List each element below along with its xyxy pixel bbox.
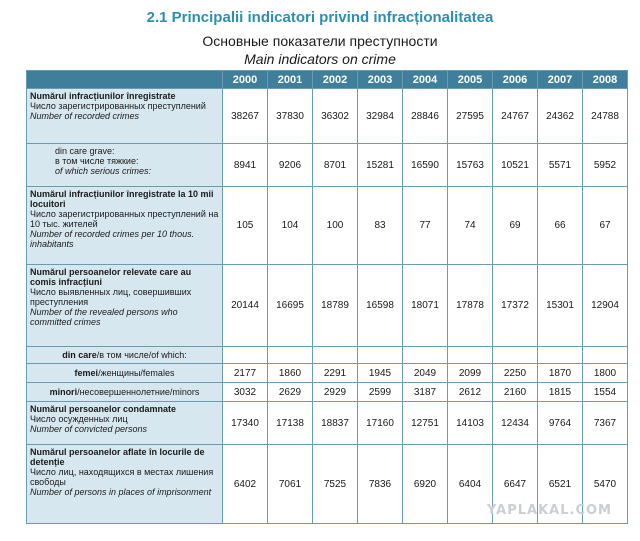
empty-cell bbox=[223, 347, 268, 364]
label-ru: Число выявленных лиц, совершивших преступления bbox=[30, 287, 192, 307]
value-cell: 8941 bbox=[223, 144, 268, 187]
label-ro: din care grave: bbox=[55, 146, 115, 156]
value-cell: 83 bbox=[358, 187, 403, 265]
value-cell: 77 bbox=[403, 187, 448, 265]
value-cell: 7367 bbox=[583, 402, 628, 445]
row-minors bbox=[27, 383, 628, 402]
value-cell: 24767 bbox=[493, 89, 538, 144]
label-en: Number of the revealed persons who committed crimes bbox=[30, 307, 178, 327]
value-cell: 1554 bbox=[583, 383, 628, 402]
label-ro: minori bbox=[49, 387, 78, 397]
value-cell: 2160 bbox=[493, 383, 538, 402]
label-convicted bbox=[27, 402, 223, 445]
value-cell: 15763 bbox=[448, 144, 493, 187]
value-cell: 18837 bbox=[313, 402, 358, 445]
label-ru: в том числе тяжкие: bbox=[55, 156, 139, 166]
value-cell: 2599 bbox=[358, 383, 403, 402]
label-females bbox=[27, 364, 223, 383]
year-header: 2005 bbox=[448, 71, 493, 89]
value-cell: 27595 bbox=[448, 89, 493, 144]
label-rest: /в том числе/of which: bbox=[96, 350, 187, 360]
value-cell: 6521 bbox=[538, 445, 583, 524]
empty-cell bbox=[583, 347, 628, 364]
label-ru: Число зарегистрированных преступлений bbox=[30, 101, 206, 111]
label-ro: Numărul persoanelor aflate în locurile de detenție bbox=[30, 447, 205, 467]
value-cell: 17878 bbox=[448, 265, 493, 347]
year-header: 2004 bbox=[403, 71, 448, 89]
year-header: 2000 bbox=[223, 71, 268, 89]
label-ru: Число осужденных лиц bbox=[30, 414, 128, 424]
value-cell: 7525 bbox=[313, 445, 358, 524]
value-cell: 17340 bbox=[223, 402, 268, 445]
value-cell: 14103 bbox=[448, 402, 493, 445]
empty-cell bbox=[493, 347, 538, 364]
row-persons bbox=[27, 265, 628, 347]
value-cell: 104 bbox=[268, 187, 313, 265]
value-cell: 1870 bbox=[538, 364, 583, 383]
value-cell: 10521 bbox=[493, 144, 538, 187]
label-en: of which serious crimes: bbox=[55, 166, 152, 176]
value-cell: 16598 bbox=[358, 265, 403, 347]
label-ru: Число зарегистрированных преступлений на 10 тыс. жителей bbox=[30, 209, 219, 229]
value-cell: 6920 bbox=[403, 445, 448, 524]
value-cell: 2177 bbox=[223, 364, 268, 383]
header-blank bbox=[27, 71, 223, 89]
value-cell: 6402 bbox=[223, 445, 268, 524]
crime-indicators-table bbox=[26, 70, 628, 524]
value-cell: 74 bbox=[448, 187, 493, 265]
value-cell: 2629 bbox=[268, 383, 313, 402]
value-cell: 1800 bbox=[583, 364, 628, 383]
label-ro: Numărul infracțiunilor înregistrate la 10 mii locuitori bbox=[30, 189, 214, 209]
page-title-ru: Основные показатели преступности bbox=[202, 33, 438, 49]
value-cell: 9764 bbox=[538, 402, 583, 445]
label-persons bbox=[27, 265, 223, 347]
value-cell: 37830 bbox=[268, 89, 313, 144]
value-cell: 69 bbox=[493, 187, 538, 265]
value-cell: 17138 bbox=[268, 402, 313, 445]
year-header: 2002 bbox=[313, 71, 358, 89]
label-en: Number of convicted persons bbox=[30, 424, 148, 434]
empty-cell bbox=[403, 347, 448, 364]
value-cell: 24788 bbox=[583, 89, 628, 144]
value-cell: 6647 bbox=[493, 445, 538, 524]
label-ru: Число лиц, находящихся в местах лишения свободы bbox=[30, 467, 214, 487]
page-title-en: Main indicators on crime bbox=[244, 51, 396, 67]
value-cell: 2291 bbox=[313, 364, 358, 383]
label-en: Number of recorded crimes bbox=[30, 111, 140, 121]
year-header: 2008 bbox=[583, 71, 628, 89]
year-header: 2001 bbox=[268, 71, 313, 89]
value-cell: 5571 bbox=[538, 144, 583, 187]
row-convicted bbox=[27, 402, 628, 445]
value-cell: 6404 bbox=[448, 445, 493, 524]
value-cell: 105 bbox=[223, 187, 268, 265]
value-cell: 18789 bbox=[313, 265, 358, 347]
empty-cell bbox=[268, 347, 313, 364]
value-cell: 8701 bbox=[313, 144, 358, 187]
value-cell: 7061 bbox=[268, 445, 313, 524]
value-cell: 1815 bbox=[538, 383, 583, 402]
watermark: YAPLAKAL.COM bbox=[487, 503, 612, 518]
empty-cell bbox=[448, 347, 493, 364]
value-cell: 66 bbox=[538, 187, 583, 265]
row-recorded bbox=[27, 89, 628, 144]
label-rest: /женщины/females bbox=[98, 368, 175, 378]
value-cell: 5470 bbox=[583, 445, 628, 524]
label-ro: Numărul persoanelor relevate care au comis infracțiuni bbox=[30, 267, 192, 287]
value-cell: 2049 bbox=[403, 364, 448, 383]
empty-cell bbox=[538, 347, 583, 364]
value-cell: 1945 bbox=[358, 364, 403, 383]
value-cell: 16695 bbox=[268, 265, 313, 347]
value-cell: 17372 bbox=[493, 265, 538, 347]
label-recorded bbox=[27, 89, 223, 144]
value-cell: 5952 bbox=[583, 144, 628, 187]
row-of-which bbox=[27, 347, 628, 364]
value-cell: 12904 bbox=[583, 265, 628, 347]
value-cell: 2099 bbox=[448, 364, 493, 383]
value-cell: 38267 bbox=[223, 89, 268, 144]
label-ro: Numărul persoanelor condamnate bbox=[30, 404, 177, 414]
label-detention bbox=[27, 445, 223, 524]
value-cell: 20144 bbox=[223, 265, 268, 347]
label-rest: /несовершеннолетние/minors bbox=[77, 387, 200, 397]
value-cell: 12751 bbox=[403, 402, 448, 445]
value-cell: 3187 bbox=[403, 383, 448, 402]
value-cell: 17160 bbox=[358, 402, 403, 445]
row-per10k bbox=[27, 187, 628, 265]
label-ro: din care bbox=[62, 350, 97, 360]
value-cell: 18071 bbox=[403, 265, 448, 347]
value-cell: 2250 bbox=[493, 364, 538, 383]
value-cell: 9206 bbox=[268, 144, 313, 187]
row-females bbox=[27, 364, 628, 383]
value-cell: 24362 bbox=[538, 89, 583, 144]
label-en: Number of persons in places of imprisonment bbox=[30, 487, 212, 497]
value-cell: 12434 bbox=[493, 402, 538, 445]
value-cell: 16590 bbox=[403, 144, 448, 187]
value-cell: 15281 bbox=[358, 144, 403, 187]
empty-cell bbox=[313, 347, 358, 364]
year-header: 2007 bbox=[538, 71, 583, 89]
value-cell: 36302 bbox=[313, 89, 358, 144]
row-grave bbox=[27, 144, 628, 187]
value-cell: 2929 bbox=[313, 383, 358, 402]
empty-cell bbox=[358, 347, 403, 364]
page-title-ro: 2.1 Principalii indicatori privind infracționalitatea bbox=[146, 9, 494, 26]
label-en: Number of recorded crimes per 10 thous. inhabitants bbox=[30, 229, 195, 249]
year-header: 2003 bbox=[358, 71, 403, 89]
label-minors bbox=[27, 383, 223, 402]
value-cell: 28846 bbox=[403, 89, 448, 144]
label-ro: femei bbox=[74, 368, 99, 378]
label-of-which bbox=[27, 347, 223, 364]
value-cell: 32984 bbox=[358, 89, 403, 144]
label-per10k bbox=[27, 187, 223, 265]
header-row bbox=[27, 71, 628, 89]
year-header: 2006 bbox=[493, 71, 538, 89]
value-cell: 67 bbox=[583, 187, 628, 265]
label-grave bbox=[27, 144, 223, 187]
value-cell: 1860 bbox=[268, 364, 313, 383]
value-cell: 3032 bbox=[223, 383, 268, 402]
value-cell: 15301 bbox=[538, 265, 583, 347]
value-cell: 100 bbox=[313, 187, 358, 265]
value-cell: 7836 bbox=[358, 445, 403, 524]
value-cell: 2612 bbox=[448, 383, 493, 402]
label-ro: Numărul infracțiunilor înregistrate bbox=[30, 91, 176, 101]
